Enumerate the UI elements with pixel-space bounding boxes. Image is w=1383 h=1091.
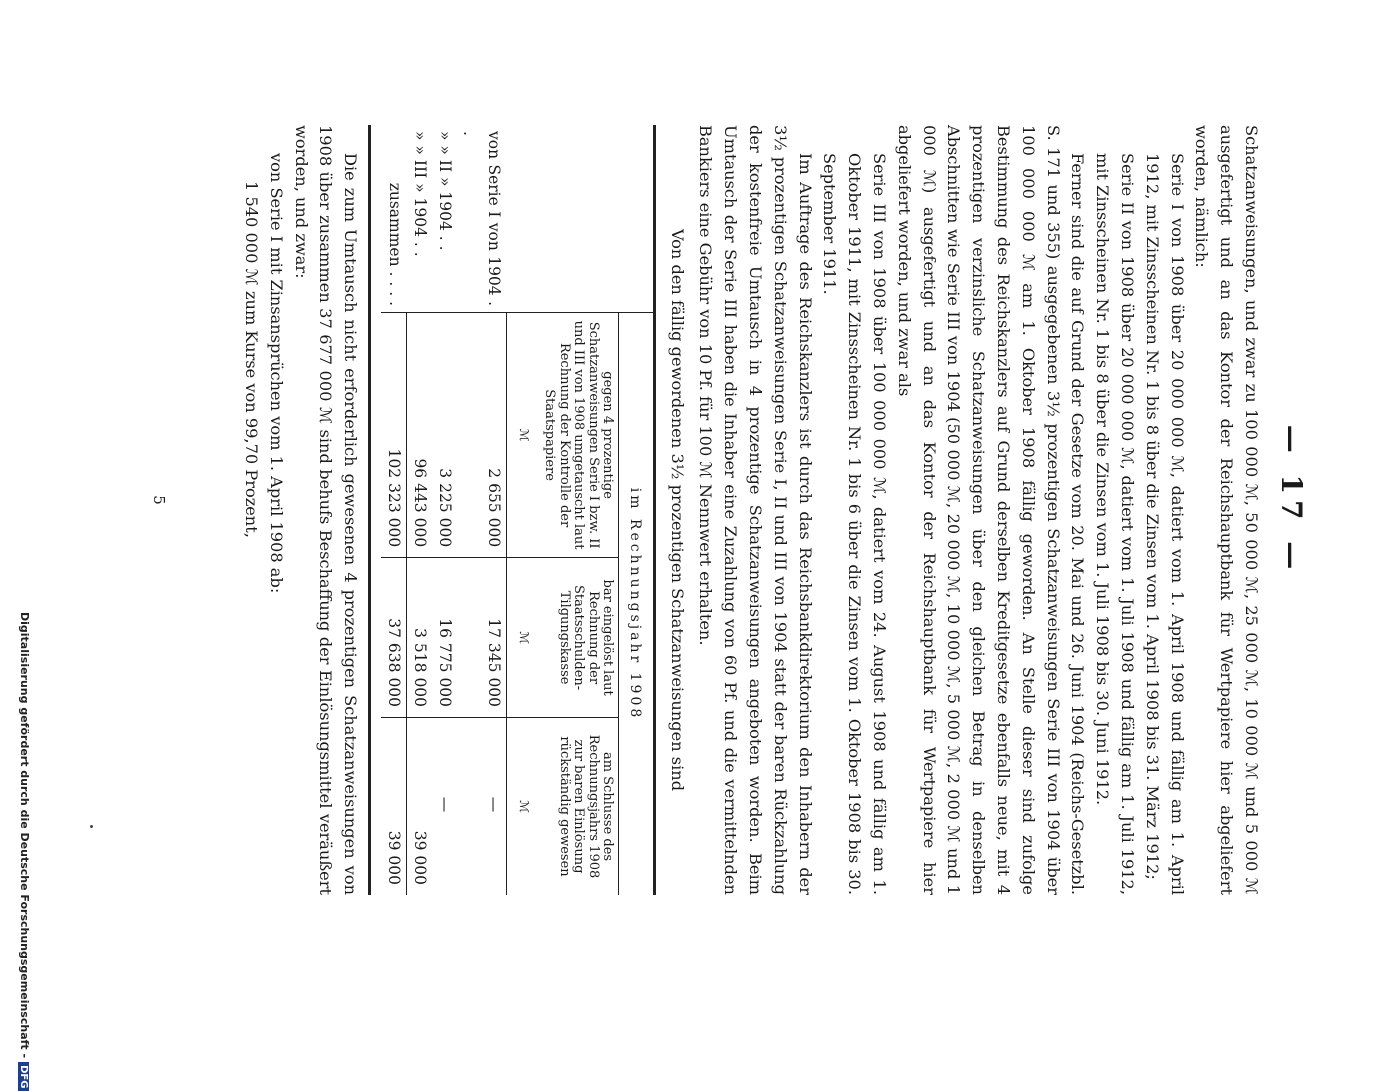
paragraph: Im Auftrage des Reichskanzlers ist durch das Reichsbankdirektorium den Inhabern der 3½ prozentigen Schatzanweisungen Serie I, II und III von 1904 statt der baren Rückzahlung der kostenfreie Umtausch in 4 prozentige Schatzanweisungen angeboten worden. Beim Umtausch der Serie III haben die Inhaber eine Zuzahlung von 60 Pf. und die vermittelnden Bankiers eine Gebühr von 10 Pf. für 100 ℳ Nennwert erhalten. (696, 125, 815, 895)
stub-header (506, 125, 654, 313)
amount-line: 1 540 000 ℳ zum Kurse von 99,70 Prozent, (242, 181, 262, 538)
group-header: im Rechnungsjahr 1908 (619, 313, 655, 896)
column-header: gegen 4 prozentige Schatzanweisungen Serie I bzw. II und III von 1908 umgetauscht laut Rechnung der Kontrolle der Staatspapiere (538, 313, 619, 558)
table-row: » » III » 1904 . . 96 443 000 3 518 000 39 000 (407, 125, 432, 895)
table-row: von Serie I von 1904 . . 2 655 000 17 345 000 — (457, 125, 507, 895)
paragraph: Die zum Umtausch nicht erforderlich gewesenen 4 prozentigen Schatzanweisungen von 1908 über zusammen 37 677 000 ℳ sind behufs Beschaffung der Einlösungsmittel veräußert worden, und zwar: (291, 125, 361, 895)
body-text (238, 125, 1263, 895)
column-header: bar eingelöst laut Rechnung der Staatsschulden-Tilgungskasse (538, 558, 619, 718)
unit-label: ℳ (506, 313, 537, 558)
paragraph: von Serie I mit Zinsansprüchen vom 1. April 1908 ab: (266, 153, 286, 594)
signature-mark: 5 (150, 495, 168, 505)
page-number: — 17 — (1275, 424, 1308, 576)
paragraph: Ferner sind die auf Grund der Gesetze vom 20. Mai und 26. Juni 1904 (Reichs-Gesetzbl. S. 171 und 355) ausgegebenen 3½ prozentigen Schatzanweisungen Serie III von 1904 über 100 000 000 ℳ am 1. Oktober 1908 fällig geworden. An Stelle dieser sind zufolge Bestimmung des Reichskanzlers auf Grund derselben Kreditgesetze ebenfalls neue, mit 4 prozentigen verzinsliche Schatzanweisungen über den gleichen Betrag in denselben Abschnitten wie Serie III von 1904 (50 000 ℳ, 20 000 ℳ, 10 000 ℳ, 5 000 ℳ, 2 000 ℳ und 1 000 ℳ) ausgefertigt und an das Kontor der Reichshauptbank für Wertpapiere hier abgeliefert worden, und zwar als (894, 125, 1088, 895)
series-entry: Serie I von 1908 über 20 000 000 ℳ, datiert vom 1. April 1908 und fällig am 1. April 1912, mit Zinsscheinen Nr. 1 bis 8 über die Zinsen vom 1. April 1908 bis 31. März 1912; (1142, 153, 1187, 895)
dfg-logo: DFG (18, 1062, 29, 1091)
speck (90, 825, 93, 828)
digitization-note: Digitalisierung gefördert durch die Deutsche Forschungsgemeinschaft -DFG (18, 612, 31, 1091)
paragraph: Schatzanweisungen, und zwar zu 100 000 ℳ, 50 000 ℳ, 25 000 ℳ, 10 000 ℳ und 5 000 ℳ ausgefertigt und an das Kontor der Reichshauptbank für Wertpapiere hier abgeliefert worden, nämlich: (1192, 125, 1261, 895)
table-total-row: zusammen . . . . 102 323 000 37 638 000 39 000 (381, 125, 406, 895)
series-entry: Serie II von 1908 über 20 000 000 ℳ, datiert vom 1. Juli 1908 und fällig am 1. Juli 1912, mit Zinsscheinen Nr. 1 bis 8 über die Zinsen vom 1. Juli 1908 bis 30. Juni 1912. (1093, 153, 1138, 895)
redemption-table (368, 125, 656, 895)
column-header: am Schlusse des Rechnungsjahrs 1908 zur baren Einlösung rückständig gewesen (538, 718, 619, 895)
table-intro: Von den fällig gewordenen 3½ prozentigen Schatzanweisungen sind (667, 228, 687, 792)
unit-label: ℳ (506, 558, 537, 718)
unit-label: ℳ (506, 718, 537, 895)
table-row: » » II » 1904 . . 3 225 000 16 775 000 — (432, 125, 457, 895)
series-entry: Serie III von 1908 über 100 000 000 ℳ, datiert vom 24. August 1908 und fällig am 1. Oktober 1911, mit Zinsscheinen Nr. 1 bis 6 über die Zinsen vom 1. Oktober 1908 bis 30. September 1911. (820, 153, 890, 895)
